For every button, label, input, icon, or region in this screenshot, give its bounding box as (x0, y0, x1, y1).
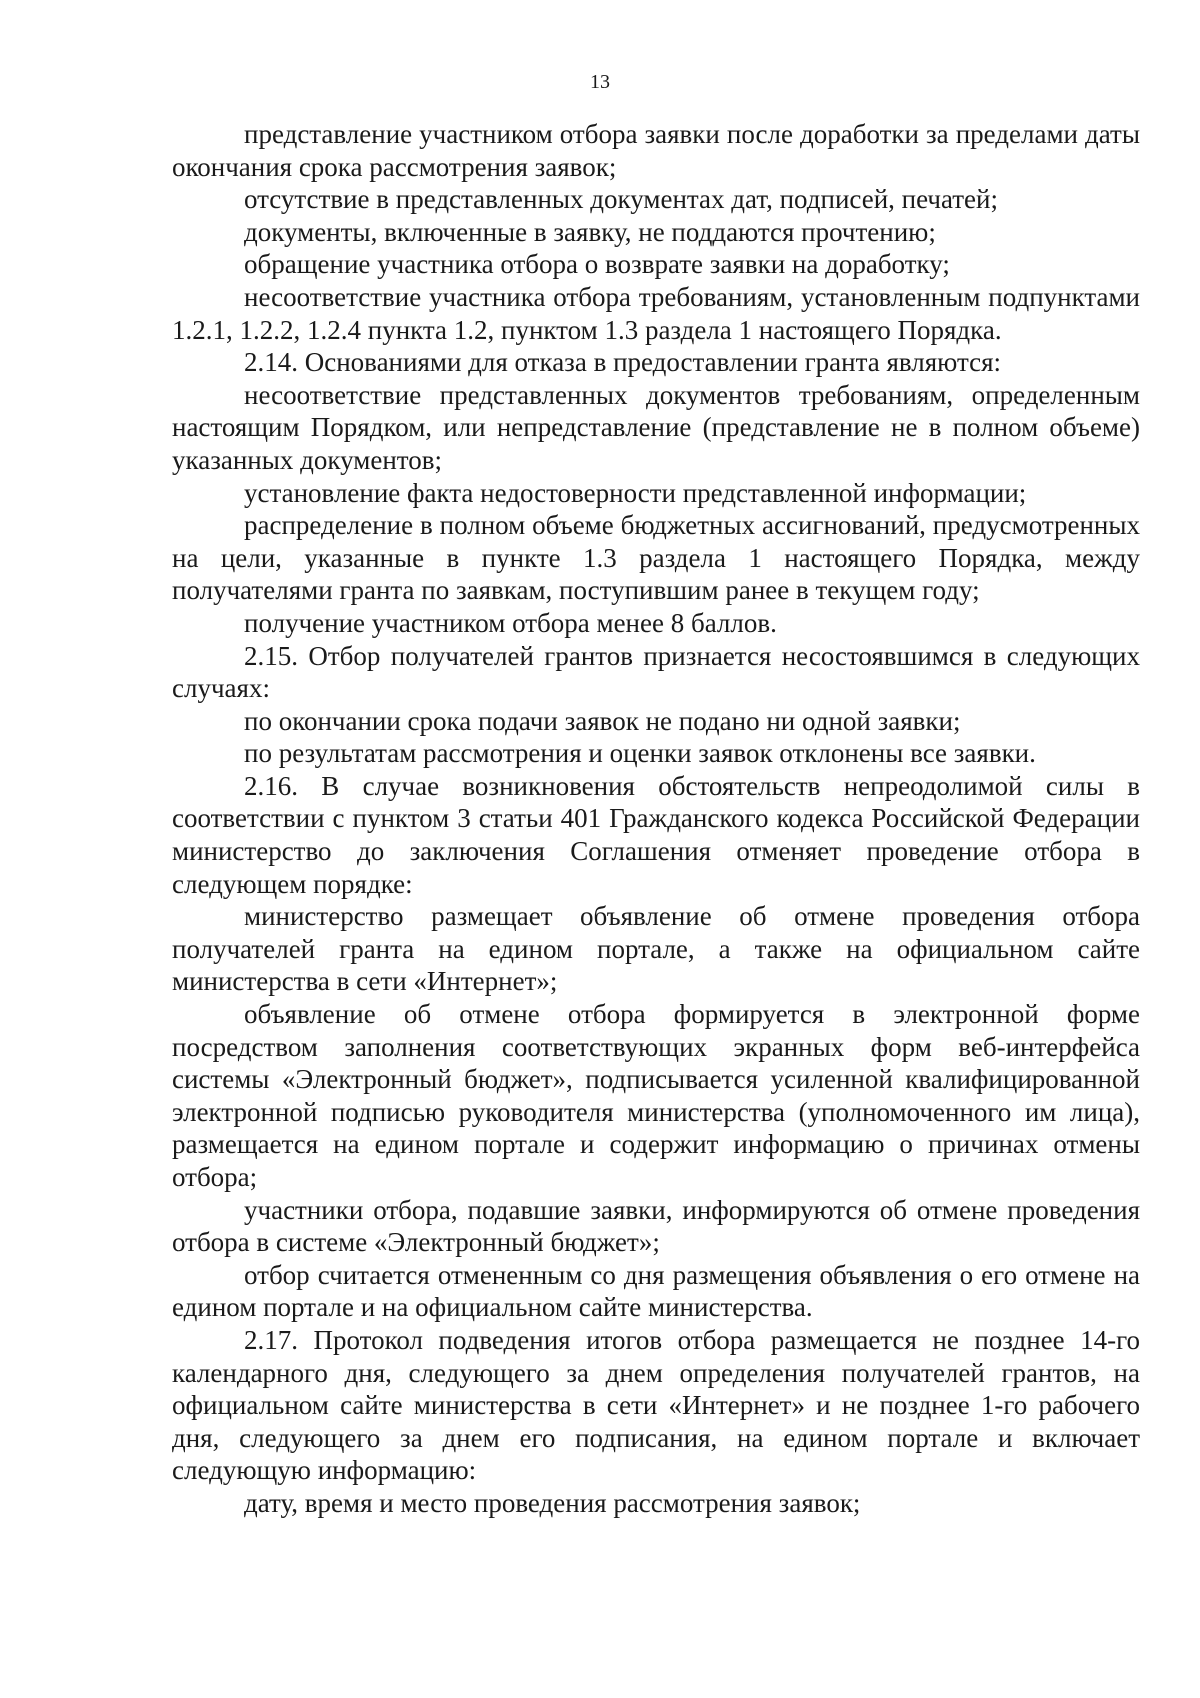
paragraph: отсутствие в представленных документах дат, подписей, печатей; (244, 184, 998, 215)
section-heading-2-17: 2.17. Протокол подведения итогов отбора размещается не позднее 14-го календарного дня, следующего за днем определения получателей грантов, на официальном сайте министерства в сети «Интернет» и не позднее 1-го рабочего дня, следующего за днем его подписания, на едином портале и включает следующую информацию: (172, 1324, 1140, 1486)
section-heading-2-15: 2.15. Отбор получателей грантов признается несостоявшимся в следующих случаях: (172, 640, 1140, 704)
section-heading-2-16: 2.16. В случае возникновения обстоятельств непреодолимой силы в соответствии с пунктом 3 статьи 401 Гражданского кодекса Российской Федерации министерство до заключения Соглашения отменяет проведение отбора в следующем порядке: (172, 770, 1140, 899)
document-body (172, 118, 1140, 1520)
paragraph: установление факта недостоверности представленной информации; (244, 477, 1027, 508)
paragraph: распределение в полном объеме бюджетных ассигнований, предусмотренных на цели, указанные в пункте 1.3 раздела 1 настоящего Порядка, между получателями гранта по заявкам, поступившим ранее в текущем году; (172, 510, 1140, 606)
page-number: 13 (590, 71, 610, 93)
paragraph: несоответствие участника отбора требованиям, установленным подпунктами 1.2.1, 1.2.2, 1.2.4 пункта 1.2, пунктом 1.3 раздела 1 настоящего Порядка. (172, 281, 1140, 345)
paragraph: по окончании срока подачи заявок не подано ни одной заявки; (244, 705, 961, 736)
paragraph: представление участником отбора заявки после доработки за пределами даты окончания срока рассмотрения заявок; (172, 119, 1140, 182)
paragraph: несоответствие представленных документов требованиям, определенным настоящим Порядком, или непредставление (представление не в полном объеме) указанных документов; (172, 379, 1140, 475)
paragraph: получение участником отбора менее 8 баллов. (244, 607, 777, 638)
paragraph: министерство размещает объявление об отмене проведения отбора получателей гранта на едином портале, а также на официальном сайте министерства в сети «Интернет»; (172, 901, 1140, 997)
paragraph: участники отбора, подавшие заявки, информируются об отмене проведения отбора в системе «Электронный бюджет»; (172, 1194, 1140, 1258)
paragraph: отбор считается отмененным со дня размещения объявления о его отмене на едином портале и на официальном сайте министерства. (172, 1259, 1140, 1323)
paragraph: обращение участника отбора о возврате заявки на доработку; (244, 249, 950, 280)
paragraph: объявление об отмене отбора формируется в электронной форме посредством заполнения соответствующих экранных форм веб-интерфейса системы «Электронный бюджет», подписывается усиленной квалифицированной электронной подписью руководителя министерства (уполномоченного им лица), размещается на едином портале и содержит информацию о причинах отмены отбора; (172, 999, 1140, 1192)
paragraph: дату, время и место проведения рассмотрения заявок; (244, 1487, 861, 1518)
section-heading-2-14: 2.14. Основаниями для отказа в предоставлении гранта являются: (244, 347, 1002, 378)
paragraph: по результатам рассмотрения и оценки заявок отклонены все заявки. (244, 738, 1036, 769)
paragraph: документы, включенные в заявку, не поддаются прочтению; (244, 216, 936, 247)
